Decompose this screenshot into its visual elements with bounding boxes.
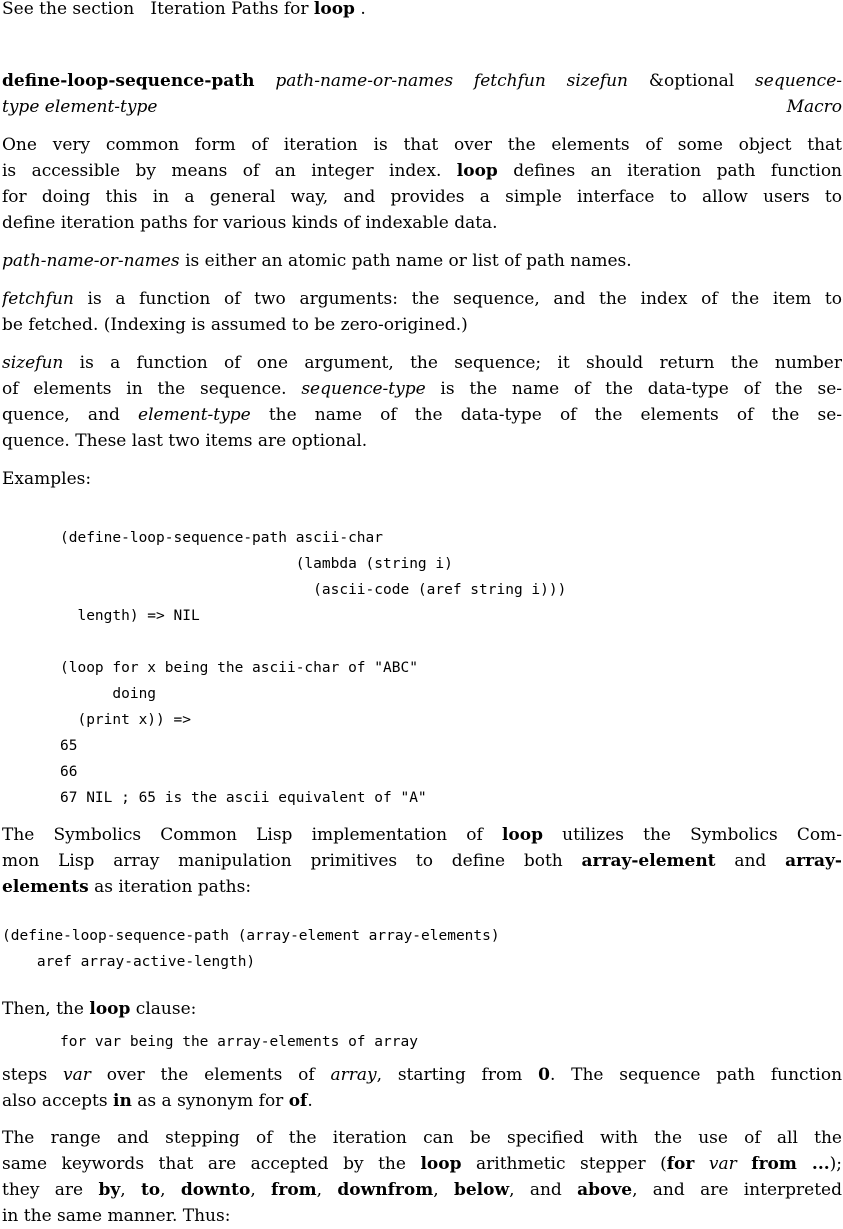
code-line: (define-loop-sequence-path (array-element array-elements) <box>2 928 500 944</box>
code-line: (loop for x being the ascii-char of "ABC" <box>60 660 418 676</box>
text-line: The range and stepping of the iteration can be specified with the use of all the <box>2 1128 842 1148</box>
text-span: also accepts <box>2 1091 108 1111</box>
keyword-from: from <box>271 1180 317 1200</box>
term-sizefun: sizefun <box>2 353 64 373</box>
text-span: , and are interpreted <box>632 1180 842 1200</box>
code-line: (ascii-code (aref string i))) <box>60 582 567 598</box>
code-line: aref array-active-length) <box>2 954 256 970</box>
text-span: of elements in the sequence. <box>2 379 287 399</box>
code-line: 67 NIL ; 65 is the ascii equivalent of "A" <box>60 790 427 806</box>
code-line: length) => NIL <box>60 608 200 624</box>
text-span: is the name of the data-type of the se- <box>440 379 842 399</box>
text-span: The Symbolics Common Lisp implementation of <box>2 825 483 845</box>
text-span: . <box>307 1091 313 1111</box>
text-span: same keywords that are accepted by the <box>2 1154 406 1174</box>
keyword-to: to <box>140 1180 161 1200</box>
text-line: in the same manner. Thus: <box>2 1206 231 1226</box>
see-also-line <box>2 0 842 22</box>
text-span: as a synonym for <box>137 1091 284 1111</box>
keyword-by: by <box>98 1180 121 1200</box>
text-span: utilizes the Symbolics Com- <box>562 825 842 845</box>
text-span: mon Lisp array manipulation primitives to define both <box>2 851 563 871</box>
code-line <box>60 629 566 655</box>
term-path-name-or-names: path-name-or-names <box>2 251 180 271</box>
term-var: var <box>63 1065 91 1085</box>
paragraph-then <box>2 996 842 1022</box>
keyword-from: from ... <box>751 1154 830 1174</box>
see-suffix: . <box>360 0 366 19</box>
see-prefix: See the section <box>2 0 135 19</box>
paragraph-range-stepping: The range and stepping of the iteration can be specified with the use of all the same keywords that are accepted by the loop arithmetic stepper (for var from ...); they are by, to, downto, from, downfrom, below, and above, and are interpreted in the same manner. Thus: <box>2 1125 842 1229</box>
macro-args: path-name-or-names fetchfun sizefun <box>275 71 629 91</box>
code-for-clause: for var being the array-elements of array <box>60 1034 418 1050</box>
text-span: Then, the <box>2 999 84 1019</box>
keyword-array-element: array-element <box>581 851 716 871</box>
text-span: they are <box>2 1180 84 1200</box>
keyword-downto: downto <box>180 1180 251 1200</box>
term-sequence-type: sequence-type <box>301 379 426 399</box>
code-example-ascii-char <box>60 525 566 811</box>
text-span: ); <box>829 1154 842 1174</box>
text-span: and <box>734 851 767 871</box>
macro-args-cont: sequence- <box>755 71 842 91</box>
paragraph-steps <box>2 1062 842 1114</box>
keyword-below: below <box>453 1180 510 1200</box>
examples-heading: Examples: <box>2 469 92 489</box>
text-span: clause: <box>135 999 197 1019</box>
text-line: define iteration paths for various kinds of indexable data. <box>2 213 498 233</box>
see-loop: loop <box>313 0 355 19</box>
paragraph-intro <box>2 132 842 236</box>
macro-kind: Macro <box>786 97 842 117</box>
text-span: arithmetic stepper ( <box>476 1154 667 1174</box>
term-element-type: element-type <box>138 405 251 425</box>
text-span: over the elements of <box>106 1065 315 1085</box>
macro-signature <box>2 68 842 120</box>
keyword-zero: 0 <box>538 1065 550 1085</box>
text-span: steps <box>2 1065 48 1085</box>
text-span: is either an atomic path name or list of path names. <box>185 251 632 271</box>
term-array: array <box>330 1065 377 1085</box>
code-line: (lambda (string i) <box>60 556 453 572</box>
code-line: (define-loop-sequence-path ascii-char <box>60 530 384 546</box>
keyword-in: in <box>113 1091 132 1111</box>
text-span: . The sequence path function <box>549 1065 842 1085</box>
code-line: 65 <box>60 738 78 754</box>
keyword-downfrom: downfrom <box>337 1180 434 1200</box>
text-span: , starting from <box>376 1065 523 1085</box>
paragraph-symbolics <box>2 822 842 900</box>
keyword-array-elements-cont: elements <box>2 877 89 897</box>
keyword-above: above <box>577 1180 633 1200</box>
keyword-loop: loop <box>501 825 543 845</box>
keyword-array-elements: array- <box>785 851 842 871</box>
text-span: is a function of one argument, the sequence; it should return the number <box>79 353 842 373</box>
macro-optional: &optional <box>648 71 735 91</box>
macro-args-tail: type element-type <box>2 97 158 117</box>
text-span: defines an iteration path function <box>513 161 842 181</box>
code-array-paths <box>2 923 500 975</box>
keyword-loop: loop <box>456 161 498 181</box>
term-fetchfun: fetchfun <box>2 289 74 309</box>
term-var: var <box>708 1154 737 1174</box>
text-span: quence, and <box>2 405 120 425</box>
paragraph-path-name <box>2 248 842 274</box>
text-span: the name of the data-type of the elements of the se- <box>268 405 842 425</box>
text-line: be fetched. (Indexing is assumed to be zero-origined.) <box>2 315 468 335</box>
text-span: is accessible by means of an integer index. <box>2 161 442 181</box>
keyword-for: for <box>666 1154 695 1174</box>
macro-name: define-loop-sequence-path <box>2 71 255 91</box>
paragraph-fetchfun <box>2 286 842 338</box>
examples-label <box>2 466 842 492</box>
text-line: quence. These last two items are optional. <box>2 431 368 451</box>
text-line: One very common form of iteration is that over the elements of some object that <box>2 135 842 155</box>
keyword-loop: loop <box>89 999 131 1019</box>
keyword-of: of <box>288 1091 308 1111</box>
see-link[interactable]: Iteration Paths for <box>150 0 309 19</box>
code-line: doing <box>60 686 157 702</box>
code-line: 66 <box>60 764 78 780</box>
text-line: for doing this in a general way, and provides a simple interface to allow users to <box>2 187 842 207</box>
paragraph-sizefun <box>2 350 842 454</box>
code-line: (print x)) => <box>60 712 191 728</box>
keyword-loop: loop <box>420 1154 462 1174</box>
text-span: as iteration paths: <box>94 877 252 897</box>
text-span: is a function of two arguments: the sequence, and the index of the item to <box>87 289 842 309</box>
